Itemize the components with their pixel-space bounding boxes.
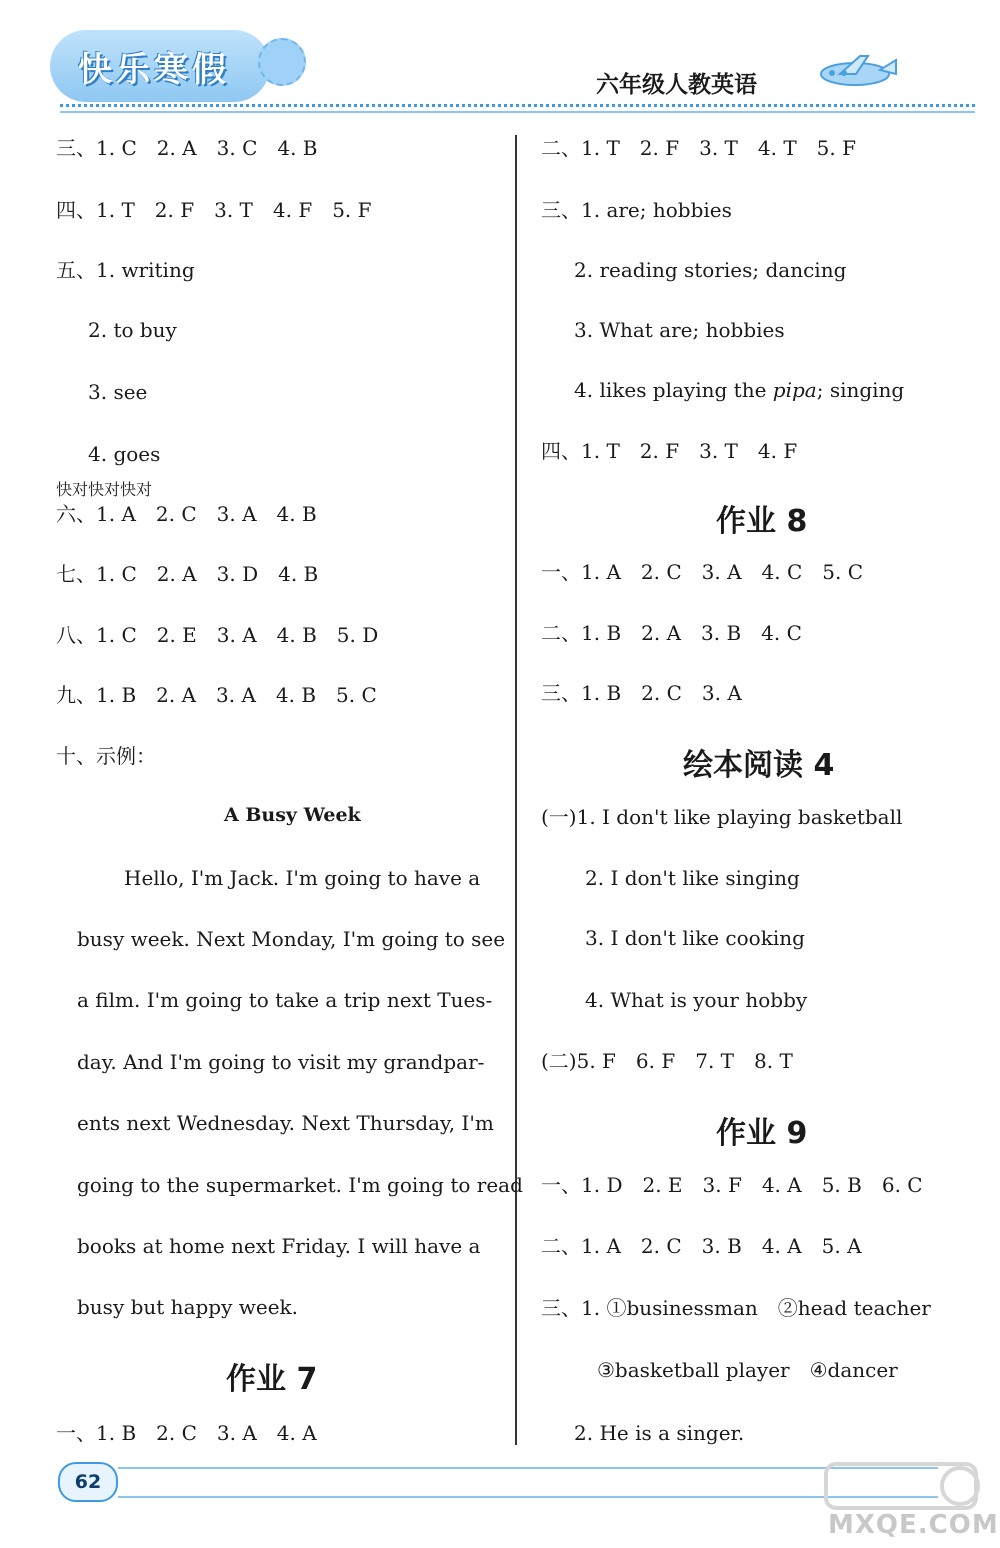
essay-line: Hello, I'm Jack. I'm going to have a <box>124 866 481 890</box>
answer-line-wu-3: 3. see <box>88 380 148 404</box>
answer-text: ; singing <box>816 378 905 402</box>
answer-line-san-1: 三、1. are; hobbies <box>541 198 732 222</box>
answer-line-jiu: 九、1. B 2. A 3. A 4. B 5. C <box>56 683 377 707</box>
answer-line-ba: 八、1. C 2. E 3. A 4. B 5. D <box>56 623 379 647</box>
answer-line-hb-1: (一)1. I don't like playing basketball <box>541 805 903 829</box>
answer-line-san: 三、1. C 2. A 3. C 4. B <box>56 136 318 160</box>
answer-line-wu-4: 4. goes <box>88 442 161 466</box>
answer-line-z9-er: 二、1. A 2. C 3. B 4. A 5. A <box>541 1234 862 1258</box>
answer-line-hb-3: 3. I don't like cooking <box>585 926 805 950</box>
section-title-huiben-4: 绘本阅读 4 <box>683 748 835 783</box>
answer-line-shi: 十、示例： <box>56 744 156 768</box>
answer-line-z9-san-1b: ③basketball player ④dancer <box>597 1358 898 1382</box>
sun-icon <box>258 38 306 86</box>
answer-line-z8-yi: 一、1. A 2. C 3. A 4. C 5. C <box>541 560 863 584</box>
answer-line-er: 二、1. T 2. F 3. T 4. T 5. F <box>541 136 856 160</box>
answer-line-san-4 <box>574 376 904 404</box>
answer-line-z7-yi: 一、1. B 2. C 3. A 4. A <box>56 1421 317 1445</box>
page-header <box>0 0 1000 120</box>
essay-line: day. And I'm going to visit my grandpar- <box>77 1050 485 1074</box>
essay-line: going to the supermarket. I'm going to read <box>77 1173 523 1197</box>
answer-line-wu-1: 五、1. writing <box>56 258 195 282</box>
essay-line: books at home next Friday. I will have a <box>77 1234 481 1258</box>
section-title-zuoye-7: 作业 7 <box>226 1362 318 1397</box>
logo-text: 快乐寒假 <box>78 50 230 90</box>
answer-line-si: 四、1. T 2. F 3. T 4. F 5. F <box>56 198 372 222</box>
answer-line-z8-er: 二、1. B 2. A 3. B 4. C <box>541 621 802 645</box>
page-subject-title: 六年级人教英语 <box>596 72 757 98</box>
essay-line: ents next Wednesday. Next Thursday, I'm <box>77 1111 494 1135</box>
answer-line-san-3: 3. What are; hobbies <box>574 318 785 342</box>
answer-line-z9-san-2: 2. He is a singer. <box>574 1421 745 1445</box>
page-number: 62 <box>58 1462 118 1502</box>
airplane-icon <box>810 52 900 92</box>
answer-line-z9-yi: 一、1. D 2. E 3. F 4. A 5. B 6. C <box>541 1173 923 1197</box>
watermark-text: MXQE.COM <box>828 1510 999 1540</box>
footer-rule-top <box>118 1467 938 1469</box>
answer-line-hb-4: 4. What is your hobby <box>585 988 808 1012</box>
header-dotted-rule <box>60 104 975 107</box>
essay-line: a film. I'm going to take a trip next Tues- <box>77 988 493 1012</box>
essay-title: A Busy Week <box>224 804 361 826</box>
answer-line-san-2: 2. reading stories; dancing <box>574 258 847 282</box>
section-title-zuoye-9: 作业 9 <box>716 1116 808 1151</box>
watermark-overlay-text: 快对快对快对 <box>56 480 153 499</box>
answer-line-si-right: 四、1. T 2. F 3. T 4. F <box>541 439 798 463</box>
answer-line-z8-san: 三、1. B 2. C 3. A <box>541 681 742 705</box>
essay-line: busy but happy week. <box>77 1295 299 1319</box>
header-solid-rule <box>60 111 975 113</box>
answer-line-hb-2: 2. I don't like singing <box>585 866 800 890</box>
footer-rule-bottom <box>118 1496 938 1498</box>
section-title-zuoye-8: 作业 8 <box>716 504 808 539</box>
answer-line-liu: 六、1. A 2. C 3. A 4. B <box>56 502 317 526</box>
italic-term-pipa: pipa <box>772 378 817 402</box>
column-divider <box>515 135 517 1445</box>
answer-line-hb-5: (二)5. F 6. F 7. T 8. T <box>541 1049 793 1073</box>
essay-line: busy week. Next Monday, I'm going to see <box>77 927 506 951</box>
answer-line-qi: 七、1. C 2. A 3. D 4. B <box>56 562 319 586</box>
answer-line-wu-2: 2. to buy <box>88 318 177 342</box>
answer-text: 4. likes playing the <box>574 378 773 402</box>
answer-line-z9-san-1: 三、1. ①businessman ②head teacher <box>541 1296 931 1320</box>
